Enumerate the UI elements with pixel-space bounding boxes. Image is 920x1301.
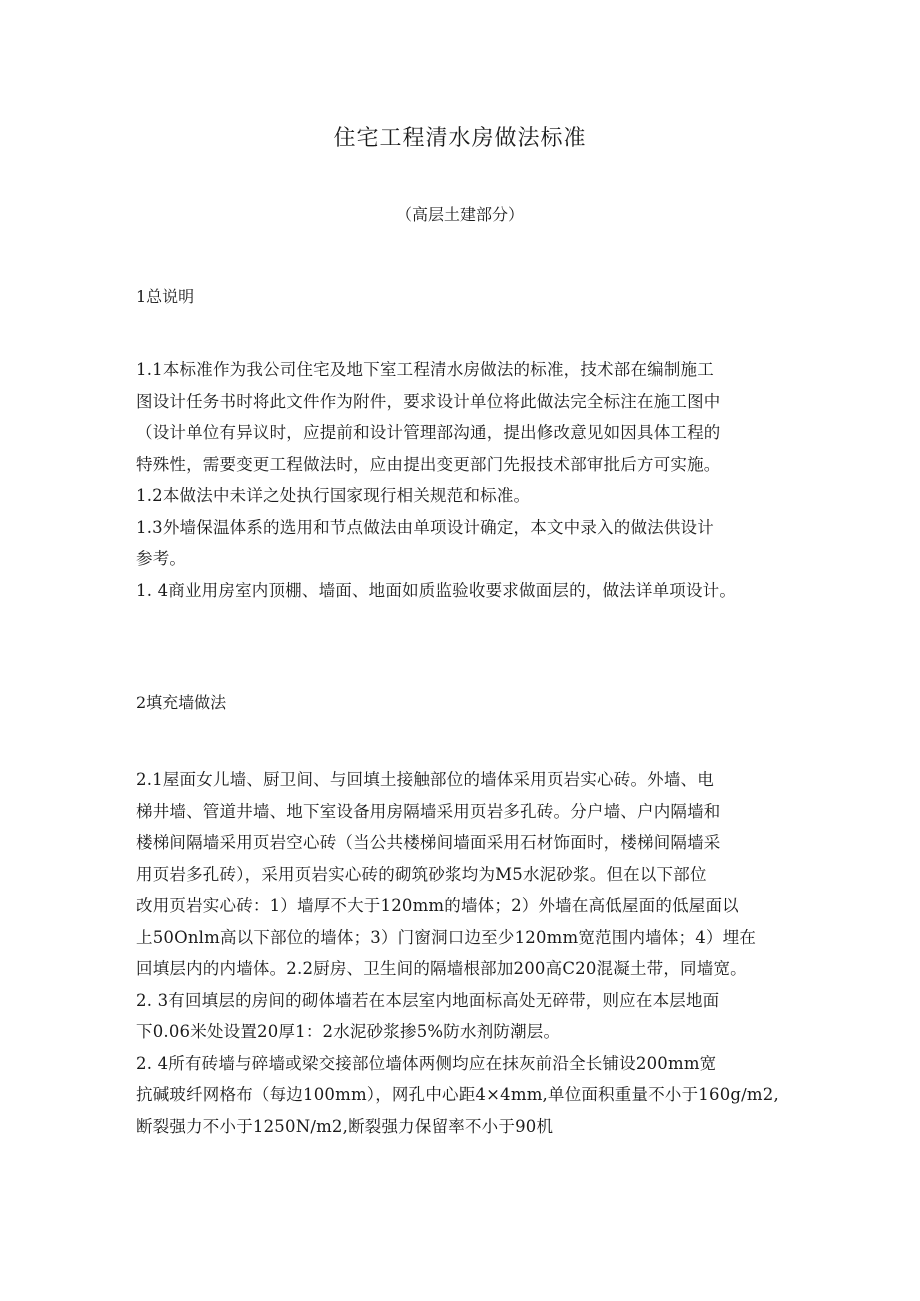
text-line: 2. 4所有砖墙与碎墙或梁交接部位墙体两侧均应在抹灰前沿全长铺设200mm宽 — [136, 1053, 717, 1073]
section-body-infill-wall — [136, 764, 796, 1142]
section-heading-infill-wall: 2填充墙做法 — [136, 693, 227, 712]
text-line: 2. 3有回填层的房间的砌体墙若在本层室内地面标高处无碎带，则应在本层地面 — [136, 990, 720, 1010]
text-line: 改用页岩实心砖：1）墙厚不大于120mm的墙体；2）外墙在高低屋面的低屋面以 — [136, 896, 739, 915]
text-line: 回填层内的内墙体。2.2厨房、卫生间的隔墙根部加200高C20混凝土带，同墙宽。 — [136, 959, 747, 978]
document-title: 住宅工程清水房做法标准 — [333, 126, 587, 151]
text-line: 断裂强力不小于1250N∕m2,断裂强力保留率不小于90机 — [136, 1116, 554, 1136]
text-line: 用页岩多孔砖），采用页岩实心砖的砌筑砂浆均为M5水泥砂浆。但在以下部位 — [136, 864, 707, 884]
text-line: 1.3外墙保温体系的选用和节点做法由单项设计确定，本文中录入的做法供设计 — [136, 517, 714, 537]
text-line: 1.1本标准作为我公司住宅及地下室工程清水房做法的标准，技术部在编制施工 — [136, 360, 714, 379]
text-line: 上50Onlm高以下部位的墙体；3）门窗洞口边至少120mm宽范围内墙体；4）埋在 — [136, 927, 757, 947]
text-line: 1.2本做法中未详之处执行国家现行相关规范和标准。 — [136, 486, 531, 505]
text-line: 下0.06米处设置20厚1：2水泥砂浆掺5%防水剂防潮层。 — [136, 1022, 561, 1041]
text-line: 2.1屋面女儿墙、厨卫间、与回填土接触部位的墙体采用页岩实心砖。外墙、电 — [136, 770, 714, 789]
text-line: 1. 4商业用房室内顶棚、墙面、地面如质监验收要求做面层的，做法详单项设计。 — [136, 580, 737, 600]
text-line: 特殊性，需要变更工程做法时，应由提出变更部门先报技术部审批后方可实施。 — [136, 454, 721, 474]
text-line: 抗碱玻纤网格布（每边100mm），网孔中心距4×4mm,单位面积重量不小于160g∕m2, — [136, 1085, 779, 1104]
text-line: 楼梯间隔墙采用页岩空心砖（当公共楼梯间墙面采用石材饰面时，楼梯间隔墙采 — [136, 833, 721, 852]
document-subtitle: （高层土建部分） — [395, 205, 524, 224]
section-body-general — [136, 354, 796, 606]
text-line: 图设计任务书时将此文件作为附件，要求设计单位将此做法完全标注在施工图中 — [136, 391, 721, 411]
section-heading-general: 1总说明 — [136, 287, 195, 306]
text-line: 参考。 — [136, 549, 187, 568]
text-line: （设计单位有异议时，应提前和设计管理部沟通，提出修改意见如因具体工程的 — [136, 423, 721, 442]
text-line: 梯井墙、管道井墙、地下室设备用房隔墙采用页岩多孔砖。分户墙、户内隔墙和 — [136, 801, 721, 821]
